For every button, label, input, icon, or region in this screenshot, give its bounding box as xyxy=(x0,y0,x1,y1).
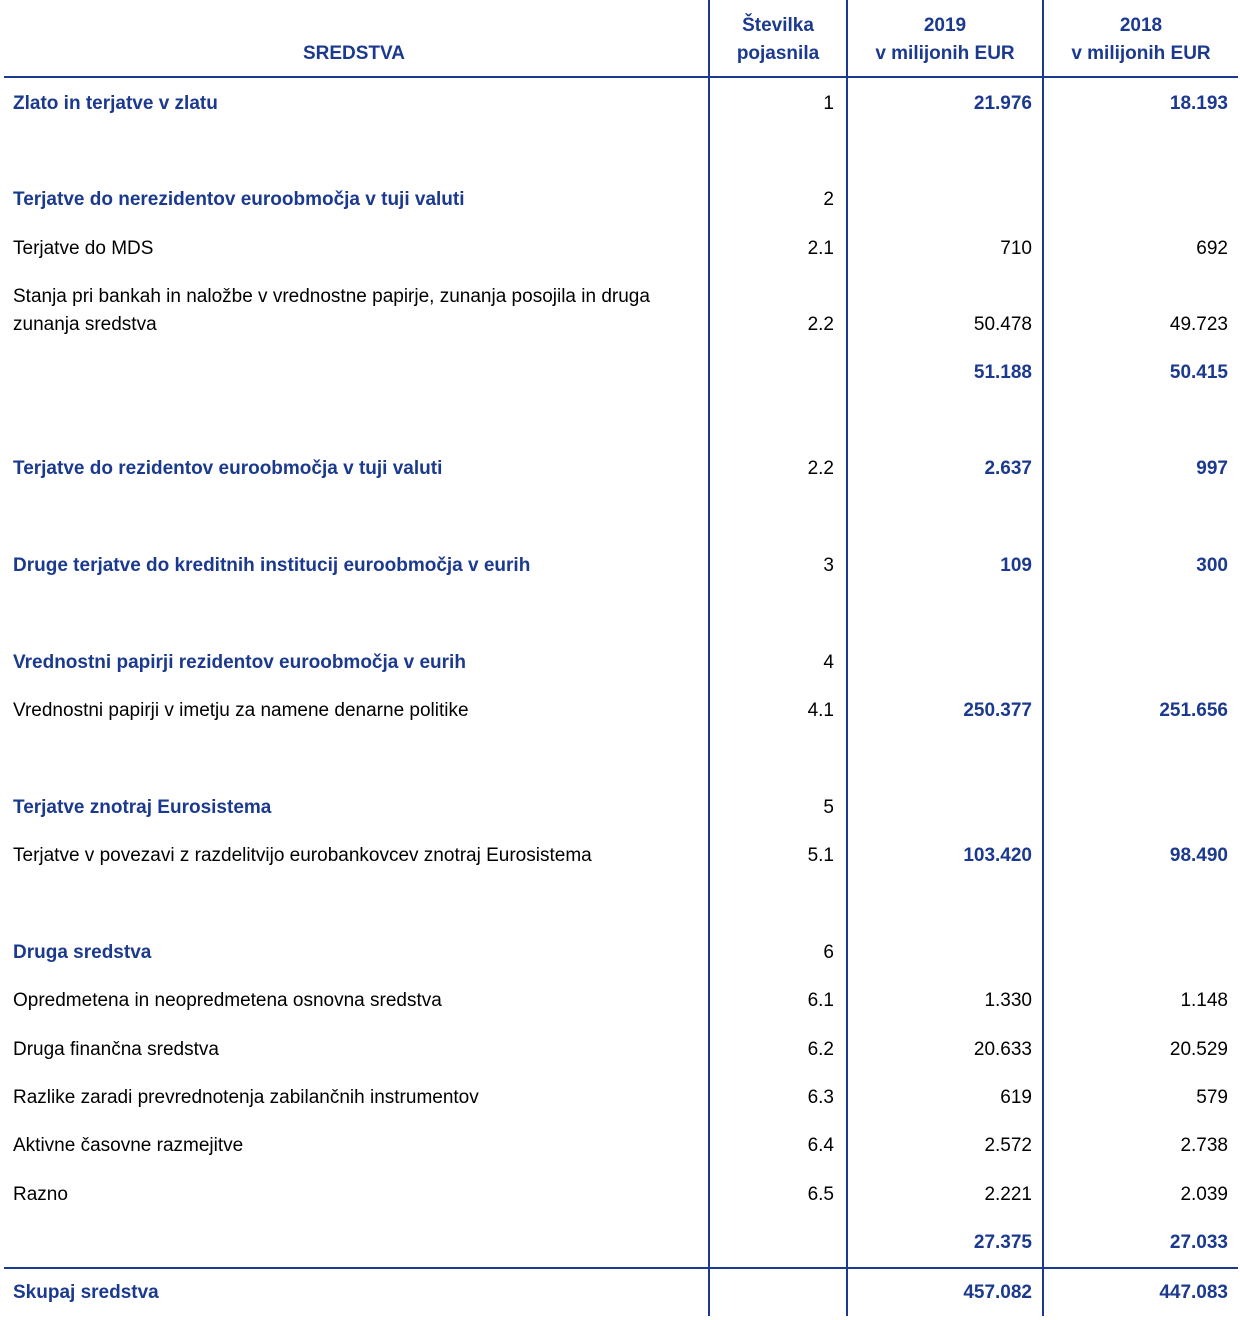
row-value-2018: 251.656 xyxy=(1159,700,1228,721)
row-label: Terjatve v povezavi z razdelitvijo eurobankovcev znotraj Eurosistema xyxy=(13,845,592,866)
row-label: Vrednostni papirji v imetju za namene denarne politike xyxy=(13,700,469,721)
row-value-2018: 300 xyxy=(1196,555,1228,576)
row-value-2018: 2.738 xyxy=(1180,1135,1228,1156)
row-label: Druga finančna sredstva xyxy=(13,1039,219,1060)
row-value-2018: 49.723 xyxy=(1169,314,1228,335)
row-value-2018: 997 xyxy=(1196,458,1228,479)
row-value-2019: 2.572 xyxy=(984,1135,1032,1156)
row-value-2019: 103.420 xyxy=(963,845,1032,866)
row-value-2019: 20.633 xyxy=(973,1039,1032,1060)
row-value-2018: 1.148 xyxy=(1180,990,1228,1011)
row-value-2018: 447.083 xyxy=(1159,1282,1228,1303)
row-value-2019: 1.330 xyxy=(984,990,1032,1011)
row-label: Razlike zaradi prevrednotenja zabilančnih instrumentov xyxy=(13,1087,479,1108)
row-value-2019: 710 xyxy=(1000,238,1032,259)
row-value-2019: 457.082 xyxy=(963,1282,1032,1303)
header-2018-year: 2018 xyxy=(1119,15,1163,36)
row-value-2018: 692 xyxy=(1196,238,1228,259)
row-value-2018: 18.193 xyxy=(1169,93,1228,114)
header-2019-unit: v milijonih EUR xyxy=(875,43,1015,64)
row-label: Terjatve do nerezidentov euroobmočja v tuji valuti xyxy=(13,189,465,210)
total-divider xyxy=(4,1267,1238,1269)
row-value-2019: 27.375 xyxy=(973,1232,1032,1253)
row-note: 3 xyxy=(823,555,834,576)
row-value-2019: 2.221 xyxy=(984,1184,1032,1205)
row-label: Terjatve znotraj Eurosistema xyxy=(13,797,272,818)
row-label: Skupaj sredstva xyxy=(13,1282,159,1303)
row-value-2019: 250.377 xyxy=(963,700,1032,721)
row-note: 2.2 xyxy=(807,314,834,335)
row-label: Druge terjatve do kreditnih institucij euroobmočja v eurih xyxy=(13,555,531,576)
row-value-2019: 21.976 xyxy=(973,93,1032,114)
row-note: 4 xyxy=(823,652,834,673)
header-2019 xyxy=(848,12,1042,68)
row-value-2019: 50.478 xyxy=(973,314,1032,335)
row-value-2019: 109 xyxy=(1000,555,1032,576)
row-note: 6.5 xyxy=(807,1184,834,1205)
row-note: 2.1 xyxy=(807,238,834,259)
row-value-2018: 20.529 xyxy=(1169,1039,1228,1060)
row-value-2018: 579 xyxy=(1196,1087,1228,1108)
row-label: Terjatve do rezidentov euroobmočja v tuji valuti xyxy=(13,458,443,479)
row-label: Aktivne časovne razmejitve xyxy=(13,1135,244,1156)
header-2018 xyxy=(1044,12,1238,68)
row-note: 5.1 xyxy=(807,845,834,866)
header-sredstva-text: SREDSTVA xyxy=(302,43,406,64)
header-sredstva xyxy=(0,40,708,68)
row-label: Druga sredstva xyxy=(13,942,152,963)
header-note-line1: Številka xyxy=(742,15,814,36)
row-value-2018: 27.033 xyxy=(1169,1232,1228,1253)
column-divider-2019 xyxy=(846,0,848,1316)
row-note: 4.1 xyxy=(807,700,834,721)
header-2018-unit: v milijonih EUR xyxy=(1071,43,1211,64)
header-divider xyxy=(4,76,1238,78)
row-label: Razno xyxy=(13,1184,68,1205)
row-label: Stanja pri bankah in naložbe v vrednostne papirje, zunanja posojila in druga zunanja sredstva xyxy=(13,286,650,335)
row-label: Terjatve do MDS xyxy=(13,238,154,259)
row-note: 5 xyxy=(823,797,834,818)
row-note: 6.3 xyxy=(807,1087,834,1108)
column-divider-2018 xyxy=(1042,0,1044,1316)
row-value-2018: 50.415 xyxy=(1169,362,1228,383)
row-label: Vrednostni papirji rezidentov euroobmočja v eurih xyxy=(13,652,466,673)
column-divider-note xyxy=(708,0,710,1316)
row-note: 6.2 xyxy=(807,1039,834,1060)
row-value-2019: 2.637 xyxy=(984,458,1032,479)
row-note: 6.4 xyxy=(807,1135,834,1156)
row-label: Zlato in terjatve v zlatu xyxy=(13,93,218,114)
header-note-number xyxy=(710,12,846,68)
row-note: 2.2 xyxy=(807,458,834,479)
row-value-2018: 2.039 xyxy=(1180,1184,1228,1205)
row-note: 6.1 xyxy=(807,990,834,1011)
row-value-2018: 98.490 xyxy=(1169,845,1228,866)
header-2019-year: 2019 xyxy=(923,15,967,36)
row-note: 1 xyxy=(823,93,834,114)
row-label: Opredmetena in neopredmetena osnovna sredstva xyxy=(13,990,442,1011)
header-note-line2: pojasnila xyxy=(736,43,820,64)
row-value-2019: 619 xyxy=(1000,1087,1032,1108)
row-note: 6 xyxy=(823,942,834,963)
row-note: 2 xyxy=(823,189,834,210)
row-value-2019: 51.188 xyxy=(973,362,1032,383)
